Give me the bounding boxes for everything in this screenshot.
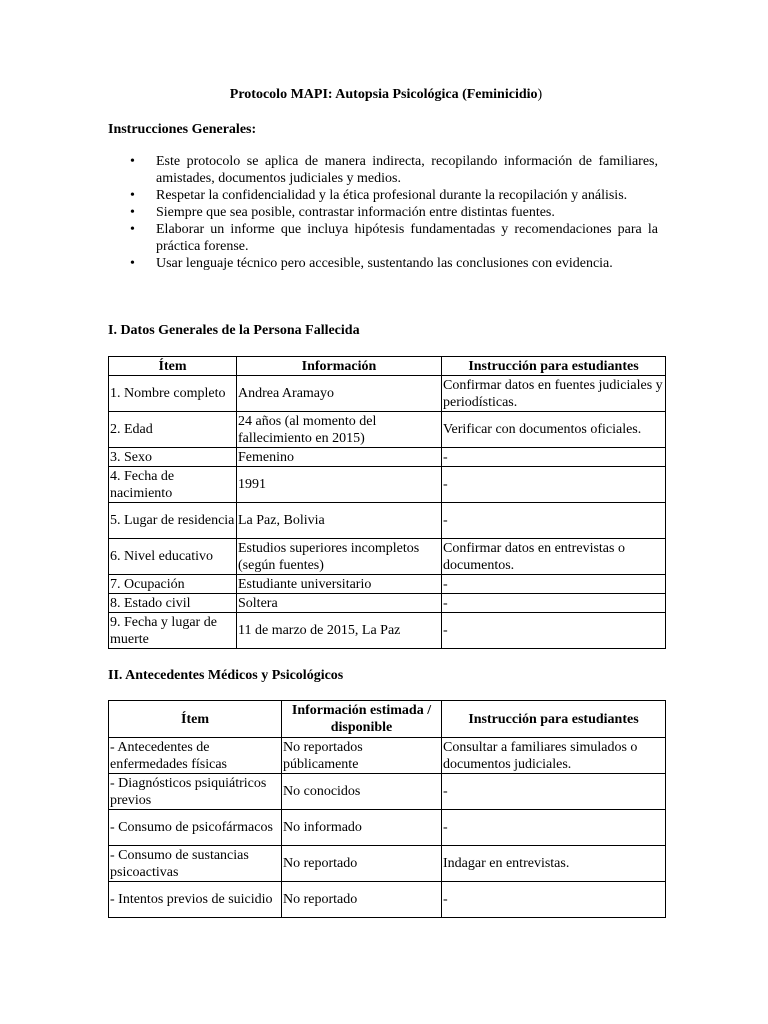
- cell-instruction: -: [442, 575, 666, 594]
- table-row: [109, 539, 666, 575]
- instructions-list: [108, 153, 658, 272]
- instruction-item: • Este protocolo se aplica de manera indirecta, recopilando información de familiares, amistades, documentos judiciales y medios.: [108, 153, 658, 187]
- cell-item: 5. Lugar de residencia: [109, 503, 237, 539]
- cell-information: No informado: [282, 810, 442, 846]
- cell-item: 2. Edad: [109, 412, 237, 448]
- cell-instruction: Verificar con documentos oficiales.: [442, 412, 666, 448]
- column-header-information: Información: [237, 357, 442, 376]
- table-row: [109, 412, 666, 448]
- cell-instruction: -: [442, 774, 666, 810]
- section2-heading: II. Antecedentes Médicos y Psicológicos: [108, 668, 344, 683]
- cell-instruction: -: [442, 613, 666, 649]
- cell-information: No reportado: [282, 882, 442, 918]
- cell-information: Andrea Aramayo: [237, 376, 442, 412]
- cell-information: Estudiante universitario: [237, 575, 442, 594]
- cell-item: - Diagnósticos psiquiátricos previos: [109, 774, 282, 810]
- cell-instruction: -: [442, 448, 666, 467]
- cell-item: 7. Ocupación: [109, 575, 237, 594]
- instruction-item: • Elaborar un informe que incluya hipótesis fundamentadas y recomendaciones para la práctica forense.: [108, 221, 658, 255]
- table-row: [109, 882, 666, 918]
- section1-heading: I. Datos Generales de la Persona Fallecida: [108, 323, 360, 338]
- cell-instruction: -: [442, 810, 666, 846]
- cell-instruction: Consultar a familiares simulados o documentos judiciales.: [442, 738, 666, 774]
- cell-information: No reportado: [282, 846, 442, 882]
- cell-information: 24 años (al momento del fallecimiento en 2015): [237, 412, 442, 448]
- cell-item: - Intentos previos de suicidio: [109, 882, 282, 918]
- cell-instruction: Confirmar datos en fuentes judiciales y periodísticas.: [442, 376, 666, 412]
- table-row: [109, 738, 666, 774]
- cell-item: 6. Nivel educativo: [109, 539, 237, 575]
- cell-item: 3. Sexo: [109, 448, 237, 467]
- table-header-row: [109, 701, 666, 738]
- table-row: [109, 448, 666, 467]
- instruction-item: • Siempre que sea posible, contrastar información entre distintas fuentes.: [108, 204, 658, 221]
- instruction-item: • Respetar la confidencialidad y la ética profesional durante la recopilación y análisis.: [108, 187, 658, 204]
- cell-information: 1991: [237, 467, 442, 503]
- column-header-information: Información estimada / disponible: [282, 701, 442, 738]
- cell-instruction: -: [442, 882, 666, 918]
- general-instructions-heading: Instrucciones Generales:: [108, 122, 257, 137]
- cell-information: No conocidos: [282, 774, 442, 810]
- column-header-instruction: Instrucción para estudiantes: [442, 357, 666, 376]
- column-header-item: Ítem: [109, 357, 237, 376]
- table-row: [109, 467, 666, 503]
- table-row: [109, 376, 666, 412]
- cell-information: Estudios superiores incompletos (según fuentes): [237, 539, 442, 575]
- instruction-item: • Usar lenguaje técnico pero accesible, sustentando las conclusiones con evidencia.: [108, 255, 658, 272]
- table-row: [109, 846, 666, 882]
- table-header-row: [109, 357, 666, 376]
- cell-instruction: Indagar en entrevistas.: [442, 846, 666, 882]
- section2-table: [108, 700, 666, 918]
- cell-information: La Paz, Bolivia: [237, 503, 442, 539]
- cell-information: Soltera: [237, 594, 442, 613]
- title-text: Protocolo MAPI: Autopsia Psicológica (Feminicidio: [229, 87, 538, 102]
- cell-information: 11 de marzo de 2015, La Paz: [237, 613, 442, 649]
- cell-instruction: Confirmar datos en entrevistas o documentos.: [442, 539, 666, 575]
- cell-instruction: -: [442, 467, 666, 503]
- cell-information: No reportados públicamente: [282, 738, 442, 774]
- document-title: [108, 86, 664, 103]
- cell-item: - Antecedentes de enfermedades físicas: [109, 738, 282, 774]
- column-header-item: Ítem: [109, 701, 282, 738]
- cell-item: 8. Estado civil: [109, 594, 237, 613]
- cell-item: 9. Fecha y lugar de muerte: [109, 613, 237, 649]
- column-header-instruction: Instrucción para estudiantes: [442, 701, 666, 738]
- table-row: [109, 575, 666, 594]
- cell-information: Femenino: [237, 448, 442, 467]
- table-row: [109, 503, 666, 539]
- cell-item: 1. Nombre completo: [109, 376, 237, 412]
- cell-instruction: -: [442, 594, 666, 613]
- cell-item: - Consumo de sustancias psicoactivas: [109, 846, 282, 882]
- cell-item: - Consumo de psicofármacos: [109, 810, 282, 846]
- table-row: [109, 613, 666, 649]
- table-row: [109, 810, 666, 846]
- cell-item: 4. Fecha de nacimiento: [109, 467, 237, 503]
- table-row: [109, 774, 666, 810]
- title-closing-paren: ): [537, 87, 543, 102]
- table-row: [109, 594, 666, 613]
- section1-table: [108, 356, 666, 649]
- cell-instruction: -: [442, 503, 666, 539]
